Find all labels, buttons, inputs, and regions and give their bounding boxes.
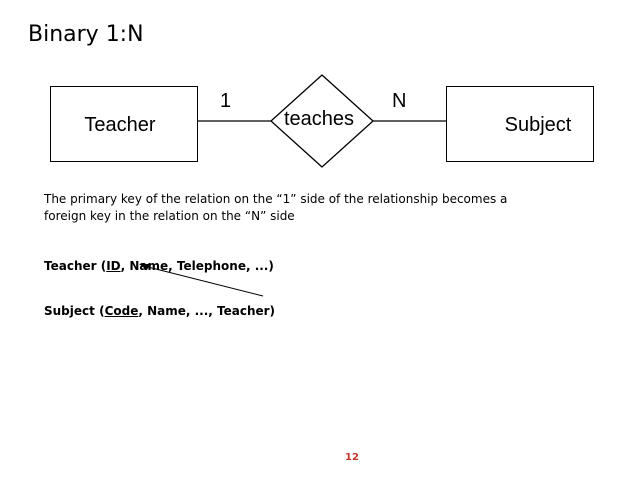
page-number: 12 — [345, 452, 359, 463]
teacher-relation-name: Teacher — [44, 259, 97, 273]
teacher-relation-schema — [44, 259, 274, 273]
cardinality-one-label: 1 — [220, 90, 232, 112]
subject-entity-label: Subject — [504, 113, 572, 136]
explanation-text — [44, 191, 584, 225]
teacher-entity-label: Teacher — [84, 113, 156, 136]
explanation-line-1: The primary key of the relation on the “1” side of the relationship becomes a — [44, 192, 508, 206]
teacher-relation-attributes: , Name, Telephone, ...) — [120, 259, 274, 273]
teacher-primary-key: ID — [106, 259, 121, 273]
subject-entity — [446, 86, 594, 162]
slide-title: Binary 1:N — [28, 22, 144, 47]
teacher-entity — [50, 86, 198, 162]
teacher-relation-open: ( — [96, 259, 107, 273]
subject-relation-name: Subject — [44, 304, 95, 318]
cardinality-n-label: N — [392, 90, 407, 112]
subject-primary-key: Code — [104, 304, 139, 318]
explanation-line-2: foreign key in the relation on the “N” side — [44, 209, 295, 223]
relationship-label: teaches — [284, 108, 355, 130]
subject-relation-attributes: , Name, ..., Teacher) — [138, 304, 276, 318]
subject-relation-schema — [44, 304, 275, 318]
subject-relation-open: ( — [94, 304, 105, 318]
